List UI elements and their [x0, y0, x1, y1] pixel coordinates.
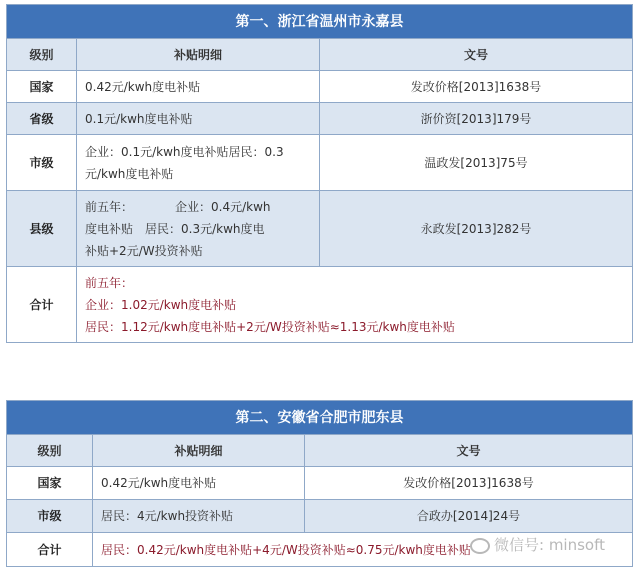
header-doc: 文号 [320, 39, 633, 71]
table-title: 第二、安徽省合肥市肥东县 [7, 401, 633, 435]
row-level: 国家 [7, 71, 77, 103]
detail-line: 元/kwh度电补贴 [85, 166, 174, 181]
row-doc: 浙价资[2013]179号 [320, 103, 633, 135]
subsidy-table-yongjia [6, 4, 633, 343]
header-detail: 补贴明细 [77, 39, 320, 71]
total-line: 企业：1.02元/kwh度电补贴 [85, 297, 237, 312]
row-doc: 发改价格[2013]1638号 [320, 71, 633, 103]
table-row [7, 103, 633, 135]
row-doc: 发改价格[2013]1638号 [305, 467, 633, 500]
detail-line: 度电补贴 居民：0.3元/kwh度电 [85, 221, 265, 236]
table-header-row [7, 39, 633, 71]
total-detail: 居民：0.42元/kwh度电补贴+4元/W投资补贴≈0.75元/kwh度电补贴 [93, 533, 633, 567]
detail-line: 企业：0.1元/kwh度电补贴居民：0.3 [85, 144, 284, 159]
detail-line: 补贴+2元/W投资补贴 [85, 243, 203, 258]
row-detail: 0.42元/kwh度电补贴 [77, 71, 320, 103]
row-detail [77, 135, 320, 191]
total-level: 合计 [7, 533, 93, 567]
row-level: 市级 [7, 500, 93, 533]
table-row [7, 71, 633, 103]
detail-line: 前五年： 企业：0.4元/kwh [85, 199, 271, 214]
total-line: 前五年： [85, 275, 134, 290]
table-row [7, 135, 633, 191]
total-line: 居民：1.12元/kwh度电补贴+2元/W投资补贴≈1.13元/kwh度电补贴 [85, 319, 455, 334]
table-header-row [7, 435, 633, 467]
row-doc: 温政发[2013]75号 [320, 135, 633, 191]
wechat-icon [470, 538, 490, 554]
row-doc: 合政办[2014]24号 [305, 500, 633, 533]
header-level: 级别 [7, 435, 93, 467]
table-row [7, 500, 633, 533]
row-level: 省级 [7, 103, 77, 135]
header-doc: 文号 [305, 435, 633, 467]
row-detail: 0.42元/kwh度电补贴 [93, 467, 305, 500]
row-detail [77, 191, 320, 267]
watermark [470, 534, 605, 555]
row-level: 国家 [7, 467, 93, 500]
table-title: 第一、浙江省温州市永嘉县 [7, 5, 633, 39]
total-level: 合计 [7, 267, 77, 343]
table-row [7, 467, 633, 500]
row-level: 县级 [7, 191, 77, 267]
watermark-text: 微信号: minsoft [494, 536, 605, 554]
row-detail: 0.1元/kwh度电补贴 [77, 103, 320, 135]
total-detail [77, 267, 633, 343]
row-doc: 永政发[2013]282号 [320, 191, 633, 267]
row-detail: 居民：4元/kwh投资补贴 [93, 500, 305, 533]
header-level: 级别 [7, 39, 77, 71]
header-detail: 补贴明细 [93, 435, 305, 467]
table-total-row [7, 267, 633, 343]
row-level: 市级 [7, 135, 77, 191]
table-row [7, 191, 633, 267]
